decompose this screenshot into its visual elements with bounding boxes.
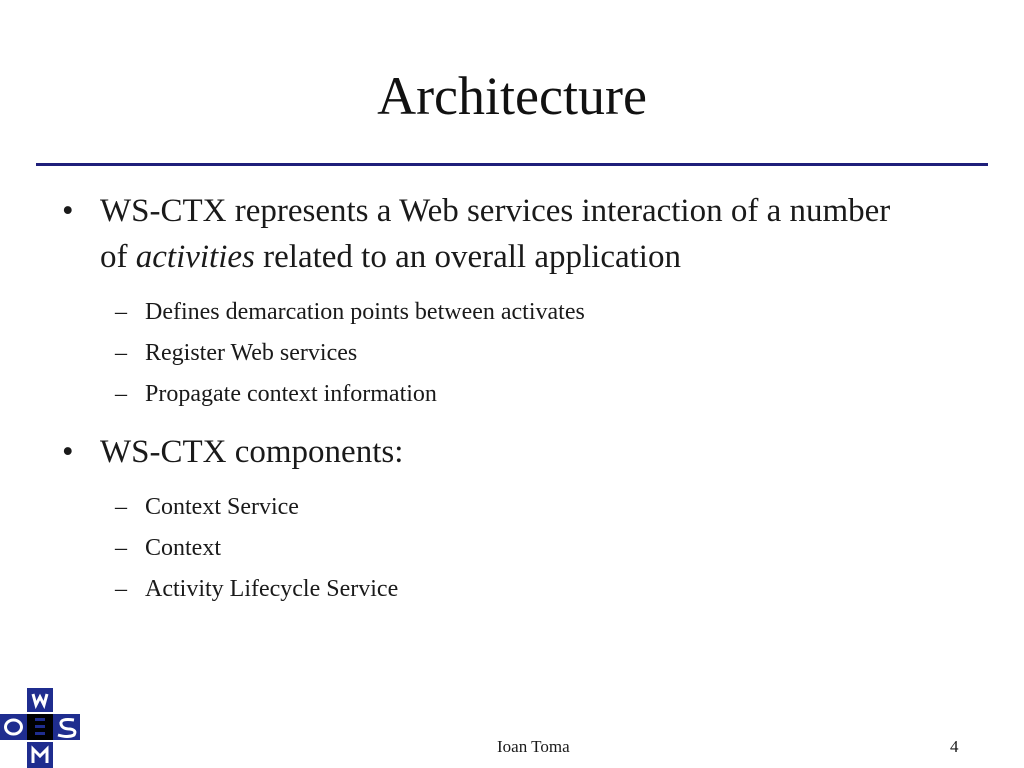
sub-bullet-text: Register Web services <box>145 340 358 366</box>
sub-bullet-marker: – <box>115 494 127 520</box>
slide-title: Architecture <box>377 66 647 126</box>
bullet-text: WS-CTX represents a Web services interaction of a number of <box>100 193 891 275</box>
sub-bullet-list <box>0 292 1024 415</box>
sub-bullet-text: Context Service <box>145 494 299 520</box>
bullet-text-italic: activities <box>135 239 255 275</box>
footer-author: Ioan Toma <box>497 737 570 756</box>
sub-bullet-item <box>0 487 1024 528</box>
bullet-item <box>0 188 1024 280</box>
sub-bullet-text: Propagate context information <box>145 381 437 407</box>
bullet-marker: • <box>62 434 74 470</box>
page-number: 4 <box>950 737 959 756</box>
sub-bullet-marker: – <box>115 299 127 325</box>
sub-bullet-list <box>0 487 1024 610</box>
bullet-text: related to an overall application <box>254 239 681 275</box>
title-divider <box>36 163 988 166</box>
sub-bullet-item <box>0 528 1024 569</box>
wsmo-logo-icon <box>0 688 82 768</box>
sub-bullet-marker: – <box>115 576 127 602</box>
sub-bullet-marker: – <box>115 381 127 407</box>
sub-bullet-text: Activity Lifecycle Service <box>145 576 399 602</box>
sub-bullet-text: Defines demarcation points between activates <box>145 299 585 325</box>
sub-bullet-item <box>0 292 1024 333</box>
slide-content <box>0 188 1024 624</box>
sub-bullet-marker: – <box>115 535 127 561</box>
bullet-item <box>0 429 1024 475</box>
bullet-text: WS-CTX components: <box>100 434 404 470</box>
sub-bullet-text: Context <box>145 535 221 561</box>
sub-bullet-item <box>0 374 1024 415</box>
sub-bullet-item <box>0 333 1024 374</box>
sub-bullet-marker: – <box>115 340 127 366</box>
sub-bullet-item <box>0 569 1024 610</box>
bullet-marker: • <box>62 193 74 229</box>
